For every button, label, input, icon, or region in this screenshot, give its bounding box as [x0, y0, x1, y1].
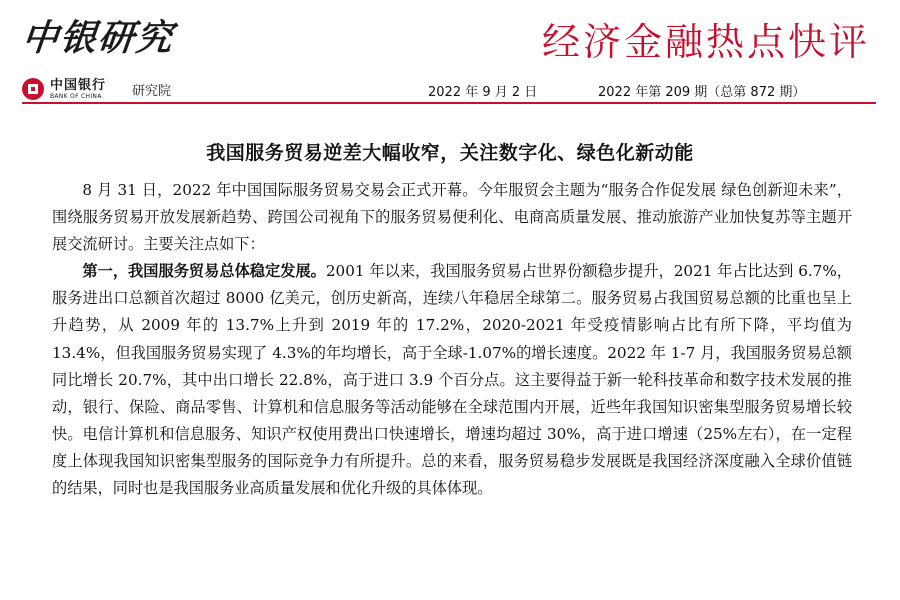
series-title: 经济金融热点快评 [541, 20, 870, 64]
bank-logo-row [22, 76, 171, 102]
bank-name-cn: 中国银行 [50, 77, 107, 93]
bank-name [50, 79, 106, 100]
article-headline: 我国服务贸易逆差大幅收窄，关注数字化、绿色化新动能 [206, 142, 694, 164]
issue-date: 2022 年 9 月 2 日 [428, 85, 538, 100]
bank-name-en: BANK OF CHINA [50, 92, 102, 100]
institute-label: 研究院 [132, 83, 172, 99]
issue-number: 2022 年第 209 期（总第 872 期） [598, 85, 806, 100]
header-divider [22, 102, 876, 104]
report-header [0, 0, 900, 100]
paragraph-text: 2001 年以来，我国服务贸易占世界份额稳步提升，2021 年占比达到 6.7%，服务进出口总额首次超过 8000 亿美元，创历史新高，连续八年稳居全球第二。服务贸易占我国贸易总额的比重也呈上升趋势，从 2009 年的 13.7%上升到 2019 年的 17.2%，2020-2021 年受疫情影响占比有所下降，平均值为 13.4%，但我国服务贸易实现了 4.3%的年均增长，高于全球-1.07%的增长速度。2022 年 1-7 月，我国服务贸易总额同比增长 20.7%，其中出口增长 22.8%，高于进口 3.9 个百分点。这主要得益于新一轮科技革命和数字技术发展的推动，银行、保险、商品零售、计算机和信息服务等活动能够在全球范围内开展，近些年我国知识密集型服务贸易增长较快。电信计算机和信息服务、知识产权使用费出口快速增长，增速均超过 30%，高于进口增速（25%左右），在一定程度上体现我国知识密集型服务的国际竞争力有所提升。总的来看，服务贸易稳步发展既是我国经济深度融入全球价值链的结果，同时也是我国服务业高质量发展和优化升级的具体体现。 [52, 262, 852, 498]
paragraph-first-point [52, 258, 852, 502]
calligraphy-title: 中银研究 [19, 17, 177, 59]
article-body [52, 177, 852, 502]
paragraph-intro: 8 月 31 日，2022 年中国国际服务贸易交易会正式开幕。今年服贸会主题为“服务合作促发展 绿色创新迎未来”，围绕服务贸易开放发展新趋势、跨国公司视角下的服务贸易便利化、电商高质量发展、推动旅游产业加快复苏等主题开展交流研讨。主要关注点如下： [52, 181, 852, 254]
paragraph-lead: 第一，我国服务贸易总体稳定发展。 [82, 262, 326, 281]
bank-of-china-logo-icon [22, 78, 44, 100]
